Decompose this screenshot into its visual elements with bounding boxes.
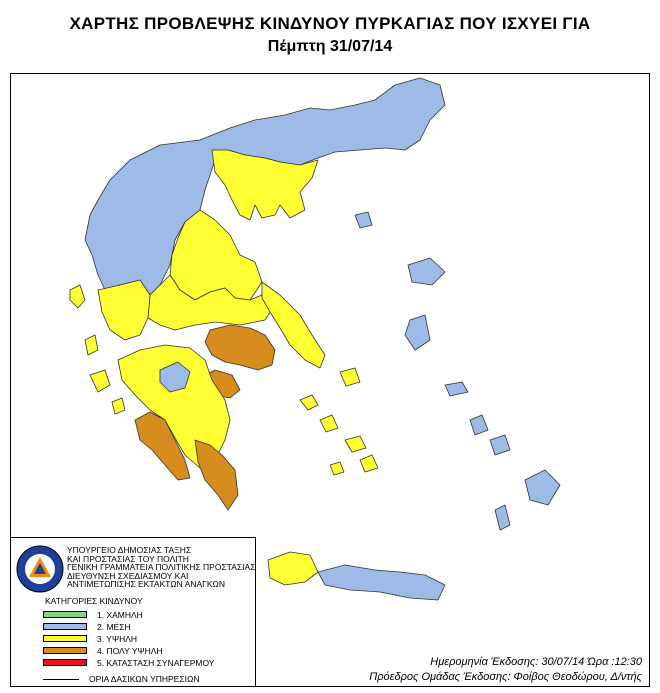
swatch-high [43,635,87,642]
region-zakynthos [112,398,125,414]
region-dodecanese-1 [470,415,488,435]
boundary-legend [43,674,199,684]
swatch-medium [43,623,87,630]
region-dodecanese-2 [490,435,510,455]
ministry-line: ΓΕΝΙΚΗ ΓΡΑΜΜΑΤΕΙΑ ΠΟΛΙΤΙΚΗΣ ΠΡΟΣΤΑΣΙΑΣ [67,562,256,573]
region-lefkada [85,335,98,355]
region-cyclades-4 [360,455,378,472]
issuer: Πρόεδρος Ομάδας Έκδοσης: Φοίβος Θεοδώρου, Δ/ντής [369,671,642,683]
category-alert [43,658,214,667]
region-western-greece [98,280,150,340]
region-east-crete [318,565,445,600]
category-very-high [43,646,163,655]
category-label: 3. ΥΨΗΛΗ [97,633,138,644]
swatch-low [43,611,87,618]
region-lesvos [408,258,445,285]
ministry-line: ΚΑΙ ΠΡΟΣΤΑΣΙΑΣ ΤΟΥ ΠΟΛΙΤΗ [67,553,189,564]
category-label: 2. ΜΕΣΗ [97,621,131,632]
region-cyclades-2 [320,415,338,432]
swatch-alert [43,659,87,666]
ministry-line: ΥΠΟΥΡΓΕΙΟ ΔΗΜΟΣΙΑΣ ΤΑΞΗΣ [67,545,192,555]
category-high [43,634,137,643]
ministry-block [67,546,255,589]
region-samos [445,382,468,396]
civil-protection-emblem-icon [15,544,65,594]
issue-date: Ημερομηνία Έκδοσης: 30/07/14 Ώρα :12:30 [430,656,642,668]
region-cyclades-3 [345,436,366,452]
region-corfu [70,285,85,308]
categories-title: ΚΑΤΗΓΟΡΙΕΣ ΚΙΝΔΥΝΟΥ [45,596,143,606]
region-laconia [195,440,238,510]
region-boeotia-attica [205,325,275,370]
region-karpathos [495,505,510,530]
map-date: Πέμπτη 31/07/14 [267,38,393,55]
region-rhodes [525,470,560,505]
region-sporades [340,368,360,386]
map-title: ΧΑΡΤΗΣ ΠΡΟΒΛΕΨΗΣ ΚΙΝΔΥΝΟΥ ΠΥΡΚΑΓΙΑΣ ΠΟΥ ΙΣΧΥΕΙ ΓΙΑ [69,14,591,33]
legend-panel [10,537,256,687]
region-chios [405,315,430,350]
category-label: 1. ΧΑΜΗΛΗ [97,609,143,620]
region-cyclades-1 [300,395,318,410]
boundary-label: ΟΡΙΑ ΔΑΣΙΚΩΝ ΥΠΗΡΕΣΙΩΝ [89,674,200,684]
category-low [43,610,143,619]
region-cyclades-5 [330,462,344,475]
ministry-line: ΑΝΤΙΜΕΤΩΠΙΣΗΣ ΕΚΤΑΚΤΩΝ ΑΝΑΓΚΩΝ [67,579,225,590]
region-lemnos [355,212,372,228]
boundary-line-sample [43,679,79,680]
category-label: 4. ΠΟΛΥ ΥΨΗΛΗ [97,645,163,656]
ministry-line: ΔΙΕΥΘΥΝΣΗ ΣΧΕΔΙΑΣΜΟΥ ΚΑΙ [67,570,189,581]
region-kefalonia [90,370,110,392]
swatch-very-high [43,647,87,654]
region-west-crete [268,552,318,585]
category-medium [43,622,131,631]
category-label: 5. ΚΑΤΑΣΤΑΣΗ ΣΥΝΑΓΕΡΜΟΥ [97,657,215,668]
